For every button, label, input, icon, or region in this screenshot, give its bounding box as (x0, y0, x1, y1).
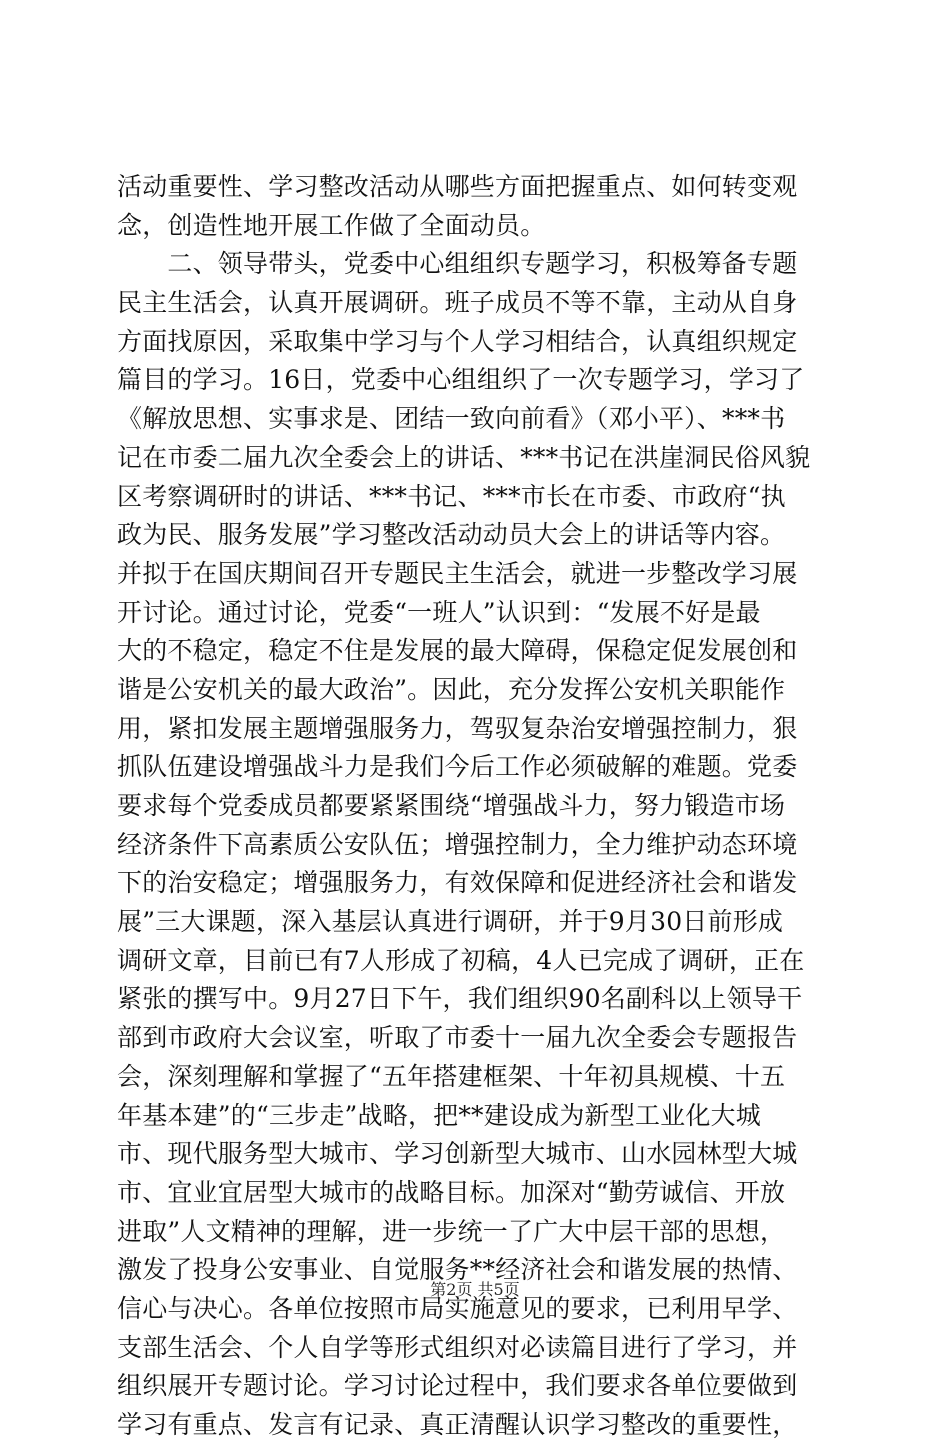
text-line: 经济条件下高素质公安队伍；增强控制力，全力维护动态环境 (117, 829, 798, 859)
text-line: 用，紧扣发展主题增强服务力，驾驭复杂治安增强控制力，狠 (117, 713, 798, 743)
text-line: 篇目的学习。16日，党委中心组组织了一次专题学习，学习了 (117, 365, 805, 395)
body-text (117, 168, 831, 1445)
text-line: 开讨论。通过讨论，党委“一班人”认识到：“发展不好是最 (117, 597, 761, 627)
text-line: 大的不稳定，稳定不住是发展的最大障碍，保稳定促发展创和 (117, 636, 798, 666)
text-line: 谐是公安机关的最大政治”。因此，充分发挥公安机关职能作 (117, 674, 786, 704)
text-line: 民主生活会，认真开展调研。班子成员不等不靠，主动从自身 (117, 288, 798, 318)
text-line: 激发了投身公安事业、自觉服务**经济社会和谐发展的热情、 (117, 1255, 798, 1285)
text-line: 年基本建”的“三步走”战略，把**建设成为新型工业化大城 (117, 1100, 761, 1130)
text-line: 二、领导带头，党委中心组组织专题学习，积极筹备专题 (117, 249, 798, 279)
text-line: 组织展开专题讨论。学习讨论过程中，我们要求各单位要做到 (117, 1371, 798, 1401)
text-line: 部到市政府大会议室，听取了市委十一届九次全委会专题报告 (117, 1023, 798, 1053)
text-line: 并拟于在国庆期间召开专题民主生活会，就进一步整改学习展 (117, 558, 798, 588)
text-line: 记在市委二届九次全委会上的讲话、***书记在洪崖洞民俗风貌 (117, 442, 811, 472)
text-line: 活动重要性、学习整改活动从哪些方面把握重点、如何转变观 (117, 172, 798, 201)
text-line: 进取”人文精神的理解，进一步统一了广大中层干部的思想， (117, 1216, 786, 1246)
text-line: 会，深刻理解和掌握了“五年搭建框架、十年初具规模、十五 (117, 1061, 786, 1091)
text-line: 展”三大课题，深入基层认真进行调研，并于9月30日前形成 (117, 907, 784, 937)
text-line: 支部生活会、个人自学等形式组织对必读篇目进行了学习，并 (117, 1332, 798, 1362)
text-line: 学习有重点、发言有记录、真正清醒认识学习整改的重要性， (117, 1410, 798, 1439)
text-line: 区考察调研时的讲话、***书记、***市长在市委、市政府“执 (117, 481, 786, 511)
text-line: 市、现代服务型大城市、学习创新型大城市、山水园林型大城 (117, 1139, 798, 1169)
text-line: 紧张的撰写中。9月27日下午，我们组织90名副科以上领导干 (117, 984, 803, 1014)
text-line: 政为民、服务发展”学习整改活动动员大会上的讲话等内容。 (117, 520, 786, 550)
text-line: 市、宜业宜居型大城市的战略目标。加深对“勤劳诚信、开放 (117, 1177, 786, 1207)
text-line: 《解放思想、实事求是、团结一致向前看》（邓小平）、***书 (117, 404, 786, 434)
text-line: 要求每个党委成员都要紧紧围绕“增强战斗力，努力锻造市场 (117, 791, 786, 820)
text-line: 念，创造性地开展工作做了全面动员。 (117, 210, 546, 240)
text-line: 方面找原因，采取集中学习与个人学习相结合，认真组织规定 (117, 326, 798, 356)
text-line: 信心与决心。各单位按照市局实施意见的要求，已利用早学、 (117, 1293, 798, 1323)
page-number-footer: 第2页 共5页 (430, 1280, 520, 1299)
text-line: 调研文章，目前已有7人形成了初稿，4人已完成了调研，正在 (117, 945, 805, 975)
text-line: 下的治安稳定；增强服务力，有效保障和促进经济社会和谐发 (117, 868, 798, 898)
text-line: 抓队伍建设增强战斗力是我们今后工作必须破解的难题。党委 (117, 752, 798, 782)
